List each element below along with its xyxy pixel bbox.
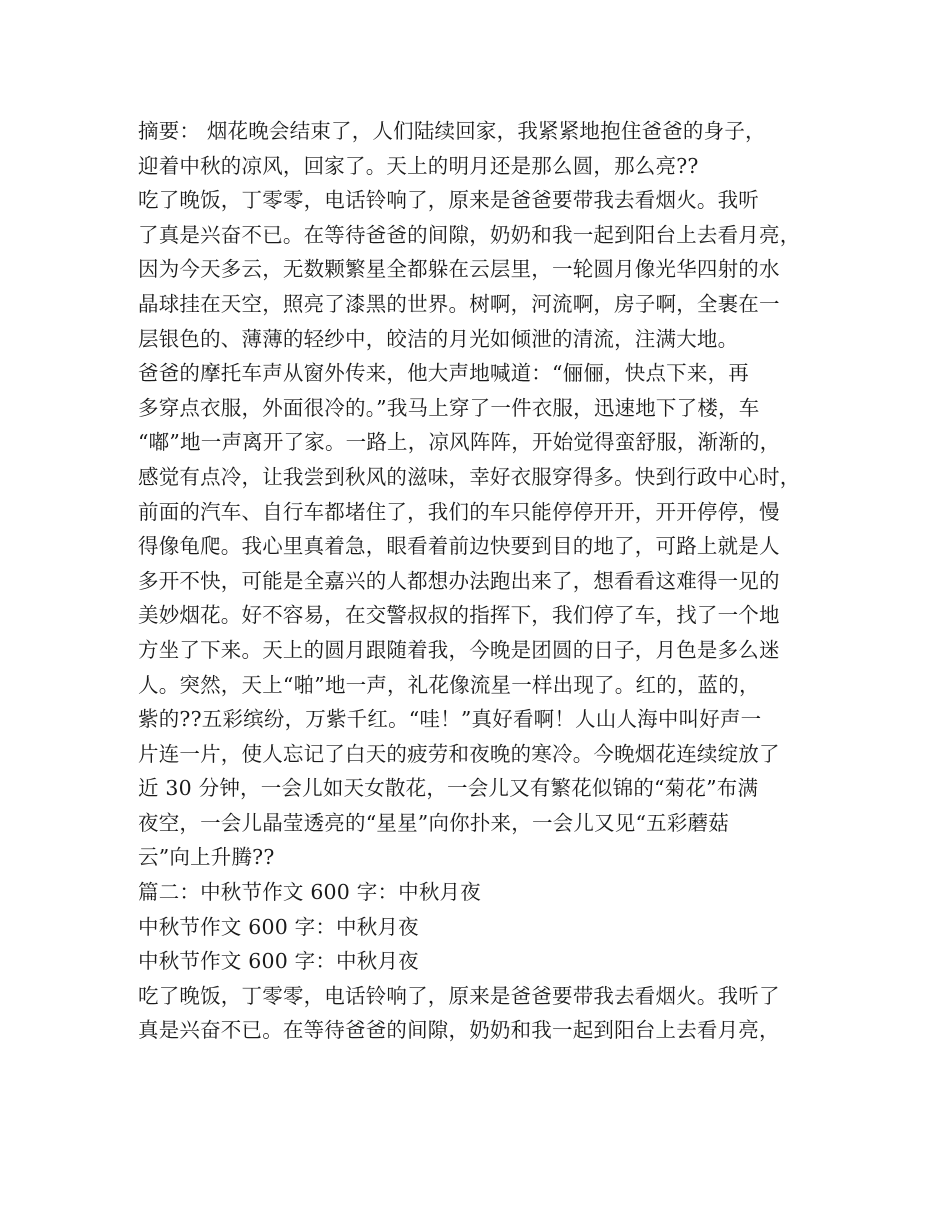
text-line: 云”向上升腾?? xyxy=(138,845,275,870)
text-line: 层银色的、薄薄的轻纱中，皎洁的月光如倾泄的清流，注满大地。 xyxy=(138,326,739,351)
text-line: 多穿点衣服，外面很冷的。”我马上穿了一件衣服，迅速地下了楼，车 xyxy=(138,395,760,420)
text-line: 片连一片，使人忘记了白天的疲劳和夜晚的寒冷。今晚烟花连续绽放了 xyxy=(138,741,780,766)
text-line: 吃了晚饭，丁零零，电话铃响了，原来是爸爸要带我去看烟火。我听了 xyxy=(138,983,780,1008)
text-line: 前面的汽车、自行车都堵住了，我们的车只能停停开开，开开停停，慢 xyxy=(138,499,780,524)
text-line: 因为今天多云，无数颗繁星全都躲在云层里，一轮圆月像光华四射的水 xyxy=(138,257,780,282)
text-line: 感觉有点冷，让我尝到秋风的滋味，幸好衣服穿得多。快到行政中心时， xyxy=(138,464,801,489)
article-title: 中秋节作文 600 字：中秋月夜 xyxy=(138,914,419,939)
text-line: 紫的??五彩缤纷，万紫千红。“哇！”真好看啊！人山人海中叫好声一 xyxy=(138,707,762,732)
text-line: 夜空，一会儿晶莹透亮的“星星”向你扑来，一会儿又见“五彩蘑菇 xyxy=(138,810,729,835)
text-line: “嘟”地一声离开了家。一路上，凉风阵阵，开始觉得蛮舒服，渐渐的， xyxy=(138,430,781,455)
text-line: 方坐了下来。天上的圆月跟随着我，今晚是团圆的日子，月色是多么迷 xyxy=(138,637,780,662)
text-line: 人。突然，天上“啪”地一声，礼花像流星一样出现了。红的，蓝的， xyxy=(138,672,760,697)
text-line: 多开不快，可能是全嘉兴的人都想办法跑出来了，想看看这难得一见的 xyxy=(138,568,780,593)
document-body xyxy=(138,114,828,1048)
section-heading: 篇二：中秋节作文 600 字：中秋月夜 xyxy=(138,880,481,905)
text-line: 爸爸的摩托车声从窗外传来，他大声地喊道：“俪俪，快点下来，再 xyxy=(138,361,749,386)
summary-line: 摘要： 烟花晚会结束了，人们陆续回家，我紧紧地抱住爸爸的身子， xyxy=(138,119,766,143)
text-line: 美妙烟花。好不容易，在交警叔叔的指挥下，我们停了车，找了一个地 xyxy=(138,603,780,628)
article-title: 中秋节作文 600 字：中秋月夜 xyxy=(138,949,419,974)
text-line: 迎着中秋的凉风，回家了。天上的明月还是那么圆，那么亮?? xyxy=(138,153,699,178)
text-line: 得像龟爬。我心里真着急，眼看着前边快要到目的地了，可路上就是人 xyxy=(138,534,780,559)
text-line: 吃了晚饭，丁零零，电话铃响了，原来是爸爸要带我去看烟火。我听 xyxy=(138,188,759,213)
text-line: 晶球挂在天空，照亮了漆黑的世界。树啊，河流啊，房子啊，全裹在一 xyxy=(138,291,780,316)
text-line: 近 30 分钟，一会儿如天女散花，一会儿又有繁花似锦的“菊花”布满 xyxy=(138,776,759,801)
text-line: 真是兴奋不已。在等待爸爸的间隙，奶奶和我一起到阳台上去看月亮， xyxy=(138,1018,780,1043)
text-line: 了真是兴奋不已。在等待爸爸的间隙，奶奶和我一起到阳台上去看月亮， xyxy=(138,222,801,247)
